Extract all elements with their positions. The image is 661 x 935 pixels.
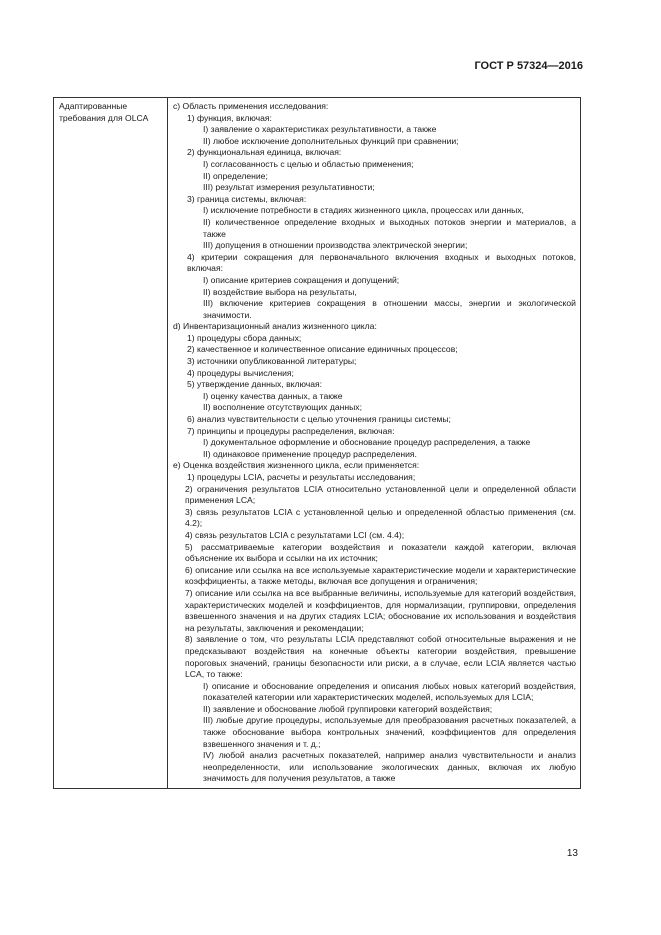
- list-item: 1) процедуры сбора данных;: [187, 332, 302, 343]
- list-item: 7) принципы и процедуры распределения, включая:: [187, 425, 395, 436]
- list-item: I) описание критериев сокращения и допущений;: [203, 274, 400, 285]
- list-item: 4) процедуры вычисления;: [187, 367, 294, 378]
- list-item: I) документальное оформление и обоснование процедур распределения, а также: [203, 437, 531, 448]
- list-item: I) исключение потребности в стадиях жизненного цикла, процессах или данных,: [203, 205, 524, 216]
- list-item: III) допущения в отношении производства электрической энергии;: [203, 240, 468, 251]
- list-item: II) заявление и обоснование любой группировки категорий воздействия;: [203, 703, 493, 714]
- list-item: 4) критерии сокращения для первоначального включения входных и выходных потоков, включая:: [187, 251, 576, 274]
- list-item: 3) источники опубликованной литературы;: [187, 356, 357, 367]
- page-number: 13: [566, 848, 578, 859]
- right-cell: [168, 98, 581, 789]
- list-item: 3) граница системы, включая:: [187, 193, 307, 204]
- list-item: II) воздействие выбора на результаты,: [203, 286, 357, 297]
- list-item: IV) любой анализ расчетных показателей, например анализ чувствительности и анализ неопределенности, или использование экологических данных, включая их любую значимость для получения результатов, а также: [203, 750, 576, 784]
- list-item: I) заявление о характеристиках результативности, а также: [203, 124, 437, 135]
- list-item: d) Инвентаризационный анализ жизненного цикла:: [173, 321, 377, 332]
- document-header: ГОСТ Р 57324—2016: [474, 60, 583, 72]
- list-item: II) восполнение отсутствующих данных;: [203, 402, 362, 413]
- table-row: [54, 98, 581, 789]
- list-item: II) количественное определение входных и выходных потоков энергии и материалов, а также: [203, 216, 576, 239]
- list-item: II) определение;: [203, 170, 268, 181]
- list-item: III) результат измерения результативности;: [203, 182, 375, 193]
- left-cell: Адаптированные требования для OLCA: [54, 98, 168, 789]
- list-item: I) оценку качества данных, а также: [203, 390, 343, 401]
- requirements-table: [53, 97, 581, 789]
- list-item: 2) качественное и количественное описание единичных процессов;: [187, 344, 458, 355]
- list-item: I) согласованность с целью и областью применения;: [203, 158, 414, 169]
- list-item: 5) рассматриваемые категории воздействия и показатели каждой категории, включая объяснение их выбора и ссылки на их источник;: [185, 541, 576, 564]
- list-item: 2) ограничения результатов LCIA относительно установленной цели и определенной области применения LCA;: [185, 483, 576, 506]
- list-item: 1) функция, включая:: [187, 112, 272, 123]
- list-item: 6) описание или ссылка на все используемые характеристические модели и характеристические коэффициенты, а также методы, включая все допущения и ограничения;: [185, 564, 576, 587]
- list-item: 4) связь результатов LCIA с результатами LCI (см. 4.4);: [185, 529, 405, 540]
- list-item: 1) процедуры LCIA, расчеты и результаты исследования;: [187, 472, 416, 482]
- list-item: 8) заявление о том, что результаты LCIA представляют собой относительные выражения и не предсказывают воздействия на конечные объекты категории воздействия, превышение пороговых значений, границы безопасности или риски, а в случае, если LCIA является частью LCA, то также:: [185, 634, 576, 680]
- list-item: III) любые другие процедуры, используемые для преобразования расчетных показателей, а также обоснование выбора контрольных значений, коэффициентов для определения взвешенного значения и т. д.;: [203, 715, 576, 749]
- list-item: 5) утверждение данных, включая:: [187, 379, 323, 390]
- list-item: I) описание и обоснование определения и описания любых новых категорий воздействия, показателей категории или характеристических моделей, используемых для LCIA;: [203, 680, 576, 703]
- list-item: II) одинаковое применение процедур распределения.: [203, 448, 417, 459]
- list-item: III) включение критериев сокращения в отношении массы, энергии и экологической значимости.: [203, 298, 576, 320]
- list-item: 7) описание или ссылка на все выбранные величины, используемые для категорий воздействия, характеристических моделей и коэффициентов, для нормализации, группировки, определения взвешенного значения и на других стадиях LCIA; обоснование их использования и воздействия на результаты, заключения и рекомендации;: [185, 587, 576, 633]
- list-item: e) Оценка воздействия жизненного цикла, если применяется:: [173, 460, 420, 471]
- list-item: 6) анализ чувствительности с целью уточнения границы системы;: [187, 414, 451, 425]
- list-item: c) Область применения исследования:: [173, 101, 329, 111]
- list-item: 3) связь результатов LCIA с установленной целью и определенной областью применения (см. 4.2);: [185, 506, 576, 529]
- list-item: 2) функциональная единица, включая:: [187, 147, 342, 158]
- list-item: II) любое исключение дополнительных функций при сравнении;: [203, 135, 459, 146]
